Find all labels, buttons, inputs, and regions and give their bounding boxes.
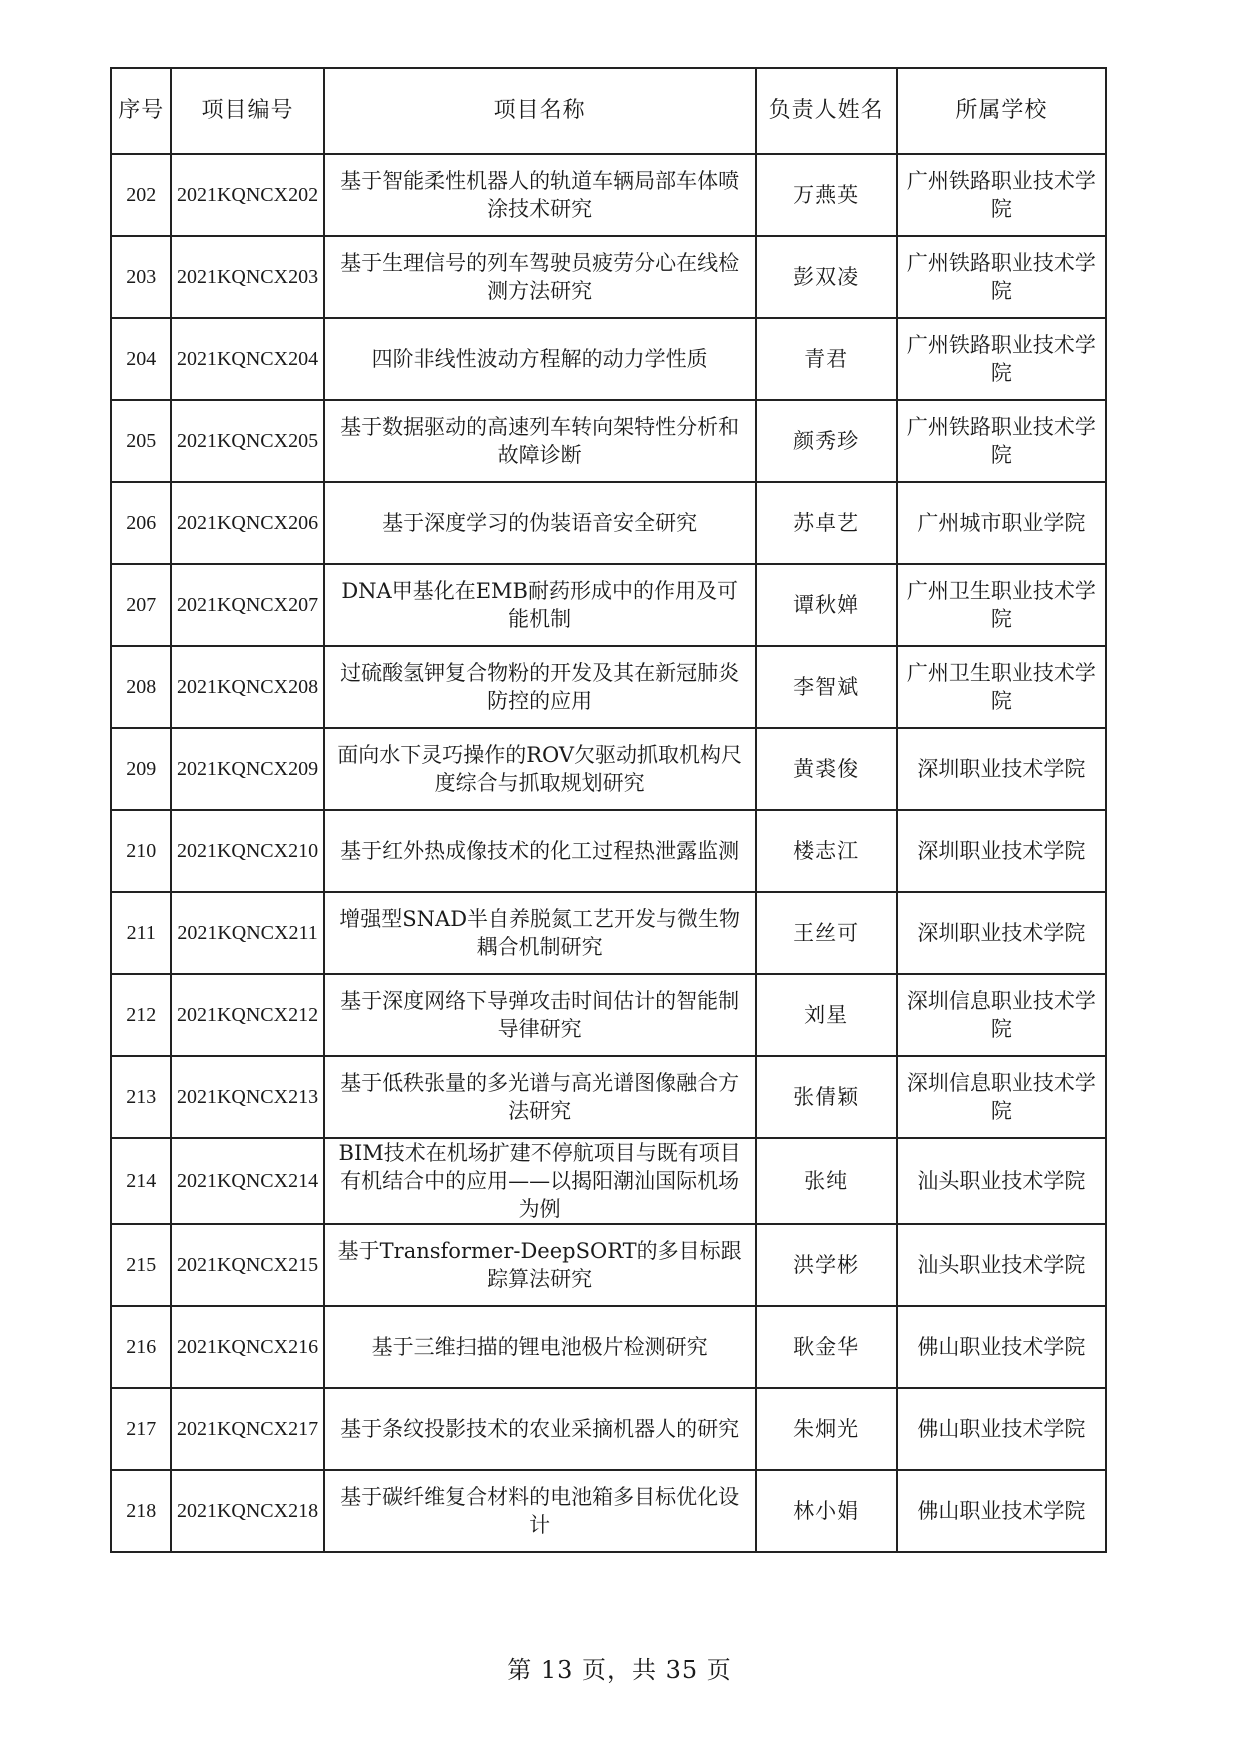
table-row: [111, 974, 1106, 1056]
cell-person-in-charge: 林小娟: [756, 1470, 897, 1552]
cell-person-in-charge: 朱炯光: [756, 1388, 897, 1470]
table-row: [111, 1470, 1106, 1552]
cell-project-code: 2021KQNCX207: [171, 564, 323, 646]
cell-project-code: 2021KQNCX211: [171, 892, 323, 974]
cell-school: 深圳职业技术学院: [897, 892, 1106, 974]
cell-project-name: 基于Transformer-DeepSORT的多目标跟踪算法研究: [324, 1224, 756, 1306]
table-row: [111, 1056, 1106, 1138]
cell-school: 广州卫生职业技术学院: [897, 646, 1106, 728]
project-list-table: [110, 67, 1107, 1553]
table-row: [111, 646, 1106, 728]
cell-school: 深圳信息职业技术学院: [897, 974, 1106, 1056]
cell-school: 广州铁路职业技术学院: [897, 400, 1106, 482]
cell-school: 广州铁路职业技术学院: [897, 236, 1106, 318]
cell-project-code: 2021KQNCX202: [171, 154, 323, 236]
cell-project-name: 基于生理信号的列车驾驶员疲劳分心在线检测方法研究: [324, 236, 756, 318]
cell-project-name: 基于深度学习的伪装语音安全研究: [324, 482, 756, 564]
cell-seq: 218: [111, 1470, 171, 1552]
cell-person-in-charge: 彭双凌: [756, 236, 897, 318]
cell-seq: 216: [111, 1306, 171, 1388]
cell-project-code: 2021KQNCX204: [171, 318, 323, 400]
cell-school: 广州铁路职业技术学院: [897, 154, 1106, 236]
cell-person-in-charge: 万燕英: [756, 154, 897, 236]
table-row: [111, 1388, 1106, 1470]
cell-project-code: 2021KQNCX216: [171, 1306, 323, 1388]
cell-school: 汕头职业技术学院: [897, 1138, 1106, 1224]
cell-person-in-charge: 楼志江: [756, 810, 897, 892]
cell-project-code: 2021KQNCX205: [171, 400, 323, 482]
cell-project-code: 2021KQNCX206: [171, 482, 323, 564]
cell-project-code: 2021KQNCX212: [171, 974, 323, 1056]
cell-project-code: 2021KQNCX208: [171, 646, 323, 728]
cell-project-name: 面向水下灵巧操作的ROV欠驱动抓取机构尺度综合与抓取规划研究: [324, 728, 756, 810]
cell-project-name: 过硫酸氢钾复合物粉的开发及其在新冠肺炎防控的应用: [324, 646, 756, 728]
header-project-name: 项目名称: [324, 68, 756, 154]
table-row: [111, 154, 1106, 236]
cell-seq: 207: [111, 564, 171, 646]
cell-project-name: 四阶非线性波动方程解的动力学性质: [324, 318, 756, 400]
cell-seq: 215: [111, 1224, 171, 1306]
cell-school: 佛山职业技术学院: [897, 1470, 1106, 1552]
cell-project-code: 2021KQNCX218: [171, 1470, 323, 1552]
table-row: [111, 728, 1106, 810]
cell-school: 深圳信息职业技术学院: [897, 1056, 1106, 1138]
table-row: [111, 1306, 1106, 1388]
header-school: 所属学校: [897, 68, 1106, 154]
cell-seq: 214: [111, 1138, 171, 1224]
cell-project-name: 基于深度网络下导弹攻击时间估计的智能制导律研究: [324, 974, 756, 1056]
table-row: [111, 892, 1106, 974]
cell-project-name: 基于低秩张量的多光谱与高光谱图像融合方法研究: [324, 1056, 756, 1138]
cell-project-name: 基于红外热成像技术的化工过程热泄露监测: [324, 810, 756, 892]
table-row: [111, 810, 1106, 892]
cell-school: 汕头职业技术学院: [897, 1224, 1106, 1306]
cell-school: 深圳职业技术学院: [897, 728, 1106, 810]
cell-school: 佛山职业技术学院: [897, 1306, 1106, 1388]
cell-seq: 205: [111, 400, 171, 482]
cell-person-in-charge: 张倩颖: [756, 1056, 897, 1138]
cell-person-in-charge: 青君: [756, 318, 897, 400]
cell-seq: 202: [111, 154, 171, 236]
cell-person-in-charge: 谭秋婵: [756, 564, 897, 646]
cell-project-code: 2021KQNCX217: [171, 1388, 323, 1470]
cell-project-name: 基于条纹投影技术的农业采摘机器人的研究: [324, 1388, 756, 1470]
cell-seq: 213: [111, 1056, 171, 1138]
cell-project-code: 2021KQNCX213: [171, 1056, 323, 1138]
cell-person-in-charge: 张纯: [756, 1138, 897, 1224]
cell-project-name: 基于智能柔性机器人的轨道车辆局部车体喷涂技术研究: [324, 154, 756, 236]
cell-project-name: 基于三维扫描的锂电池极片检测研究: [324, 1306, 756, 1388]
cell-seq: 204: [111, 318, 171, 400]
cell-school: 佛山职业技术学院: [897, 1388, 1106, 1470]
cell-seq: 211: [111, 892, 171, 974]
cell-seq: 208: [111, 646, 171, 728]
cell-seq: 212: [111, 974, 171, 1056]
cell-person-in-charge: 黄裘俊: [756, 728, 897, 810]
cell-seq: 209: [111, 728, 171, 810]
cell-project-name: BIM技术在机场扩建不停航项目与既有项目有机结合中的应用——以揭阳潮汕国际机场为例: [324, 1138, 756, 1224]
cell-project-name: 增强型SNAD半自养脱氮工艺开发与微生物耦合机制研究: [324, 892, 756, 974]
cell-person-in-charge: 刘星: [756, 974, 897, 1056]
cell-person-in-charge: 耿金华: [756, 1306, 897, 1388]
table-row: [111, 1224, 1106, 1306]
cell-person-in-charge: 洪学彬: [756, 1224, 897, 1306]
table-row: [111, 400, 1106, 482]
cell-project-code: 2021KQNCX214: [171, 1138, 323, 1224]
cell-person-in-charge: 苏卓艺: [756, 482, 897, 564]
page-number-footer: 第 13 页，共 35 页: [507, 1656, 732, 1684]
cell-school: 广州铁路职业技术学院: [897, 318, 1106, 400]
header-project-code: 项目编号: [171, 68, 323, 154]
cell-seq: 203: [111, 236, 171, 318]
cell-project-code: 2021KQNCX203: [171, 236, 323, 318]
cell-seq: 206: [111, 482, 171, 564]
cell-person-in-charge: 李智斌: [756, 646, 897, 728]
table-row: [111, 564, 1106, 646]
table-row: [111, 236, 1106, 318]
cell-person-in-charge: 颜秀珍: [756, 400, 897, 482]
table-row: [111, 482, 1106, 564]
table-header-row: [111, 68, 1106, 154]
cell-project-name: DNA甲基化在EMB耐药形成中的作用及可能机制: [324, 564, 756, 646]
header-seq: 序号: [111, 68, 171, 154]
header-person-in-charge: 负责人姓名: [756, 68, 897, 154]
cell-school: 广州卫生职业技术学院: [897, 564, 1106, 646]
cell-seq: 217: [111, 1388, 171, 1470]
cell-project-code: 2021KQNCX215: [171, 1224, 323, 1306]
cell-seq: 210: [111, 810, 171, 892]
cell-person-in-charge: 王丝可: [756, 892, 897, 974]
cell-project-name: 基于数据驱动的高速列车转向架特性分析和故障诊断: [324, 400, 756, 482]
table-row: [111, 318, 1106, 400]
cell-project-code: 2021KQNCX209: [171, 728, 323, 810]
cell-school: 深圳职业技术学院: [897, 810, 1106, 892]
table-row: [111, 1138, 1106, 1224]
cell-project-code: 2021KQNCX210: [171, 810, 323, 892]
table-body: [111, 154, 1106, 1552]
cell-school: 广州城市职业学院: [897, 482, 1106, 564]
cell-project-name: 基于碳纤维复合材料的电池箱多目标优化设计: [324, 1470, 756, 1552]
